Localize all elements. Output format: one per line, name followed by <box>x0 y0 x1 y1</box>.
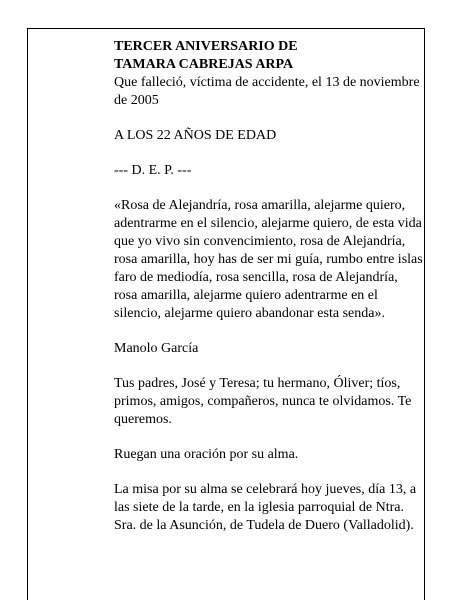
quote-paragraph: «Rosa de Alejandría, rosa amarilla, alejarme quiero, adentrarme en el silencio, alejarme quiero, de esta vida que yo vivo sin convencimiento, rosa de Alejandría, rosa amarilla, hoy has de ser mi guía, rumbo entre islas faro de mediodía, rosa sencilla, rosa de Alejandría, rosa amarilla, alejarme quiero adentrarme en el silencio, alejarme quiero abandonar esta senda». <box>114 198 423 321</box>
rip-line: --- D. E. P. --- <box>114 163 192 178</box>
mass-paragraph: La misa por su alma se celebrará hoy jueves, día 13, a las siete de la tarde, en la iglesia parroquial de Ntra. Sra. de la Asunción, de Tudela de Duero (Valladolid). <box>114 482 417 533</box>
title-line-1: TERCER ANIVERSARIO DE <box>114 39 298 54</box>
subtitle: Que falleció, víctima de accidente, el 13 de noviembre de 2005 <box>114 75 420 108</box>
family-paragraph: Tus padres, José y Teresa; tu hermano, Óliver; tíos, primos, amigos, compañeros, nunca te olvidamos. Te queremos. <box>114 376 412 427</box>
age-line: A LOS 22 AÑOS DE EDAD <box>114 128 277 143</box>
obituary-notice <box>114 38 424 535</box>
prayer-line: Ruegan una oración por su alma. <box>114 447 299 462</box>
title-line-2: TAMARA CABREJAS ARPA <box>114 57 294 72</box>
quote-author: Manolo García <box>114 341 199 356</box>
